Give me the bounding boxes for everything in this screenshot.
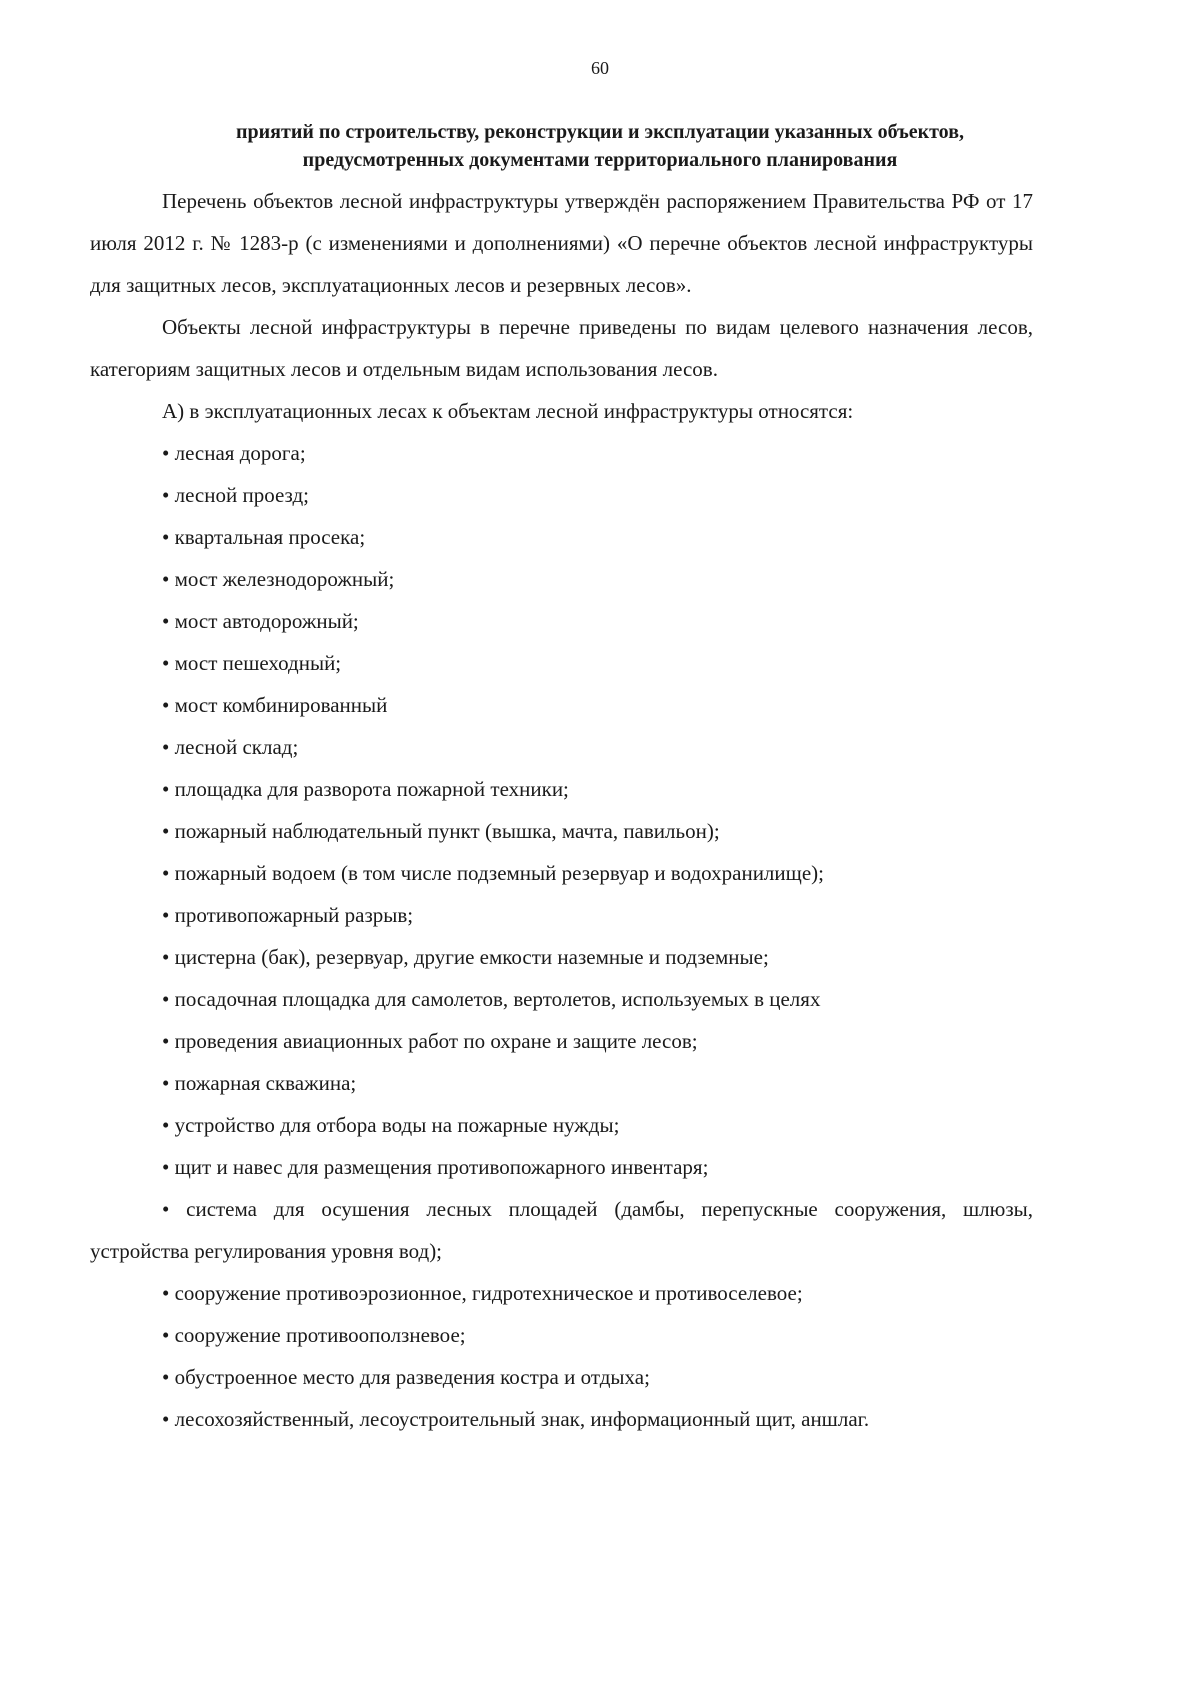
page-number: 60: [591, 58, 609, 78]
list-item: • пожарный наблюдательный пункт (вышка, мачта, павильон);: [162, 819, 720, 843]
paragraph-decree: Перечень объектов лесной инфраструктуры утверждён распоряжением Правительства РФ от 17 июля 2012 г. № 1283-р (с изменениями и дополнениями) «О перечне объектов лесной инфраструктуры для защитных лесов, эксплуатационных лесов и резервных лесов».: [90, 189, 1033, 297]
body-text: [90, 180, 1033, 1440]
list-item: • посадочная площадка для самолетов, вертолетов, используемых в целях: [162, 987, 821, 1011]
list-item: • мост пешеходный;: [162, 651, 342, 675]
list-item: • сооружение противоэрозионное, гидротехническое и противоселевое;: [162, 1281, 803, 1305]
list-item: • система для осушения лесных площадей (дамбы, перепускные сооружения, шлюзы, устройства регулирования уровня вод);: [90, 1197, 1033, 1263]
section-heading: [90, 118, 1110, 174]
list-item: • пожарная скважина;: [162, 1071, 357, 1095]
list-item: • щит и навес для размещения противопожарного инвентаря;: [162, 1155, 709, 1179]
list-item: • мост комбинированный: [162, 693, 388, 717]
list-item: • обустроенное место для разведения костра и отдыха;: [162, 1365, 650, 1389]
list-item: • лесохозяйственный, лесоустроительный знак, информационный щит, аншлаг.: [162, 1407, 870, 1431]
list-item: • площадка для разворота пожарной техники;: [162, 777, 569, 801]
list-item: • лесной склад;: [162, 735, 299, 759]
list-item: • проведения авиационных работ по охране и защите лесов;: [162, 1029, 698, 1053]
list-item: • мост автодорожный;: [162, 609, 359, 633]
list-item: • противопожарный разрыв;: [162, 903, 414, 927]
list-item: • пожарный водоем (в том числе подземный резервуар и водохранилище);: [162, 861, 824, 885]
paragraph-list-intro: А) в эксплуатационных лесах к объектам лесной инфраструктуры относятся:: [162, 399, 854, 423]
heading-line-1: приятий по строительству, реконструкции и эксплуатации указанных объектов,: [236, 121, 964, 143]
list-item: • цистерна (бак), резервуар, другие емкости наземные и подземные;: [162, 945, 769, 969]
list-item: • лесной проезд;: [162, 483, 309, 507]
list-item: • квартальная просека;: [162, 525, 366, 549]
list-item: • мост железнодорожный;: [162, 567, 395, 591]
list-item: • сооружение противооползневое;: [162, 1323, 466, 1347]
paragraph-classification: Объекты лесной инфраструктуры в перечне приведены по видам целевого назначения лесов, категориям защитных лесов и отдельным видам использования лесов.: [90, 315, 1033, 381]
heading-line-2: предусмотренных документами территориального планирования: [302, 149, 898, 171]
infrastructure-list: [90, 432, 1033, 1440]
list-item: • устройство для отбора воды на пожарные нужды;: [162, 1113, 620, 1137]
list-item: • лесная дорога;: [162, 441, 306, 465]
